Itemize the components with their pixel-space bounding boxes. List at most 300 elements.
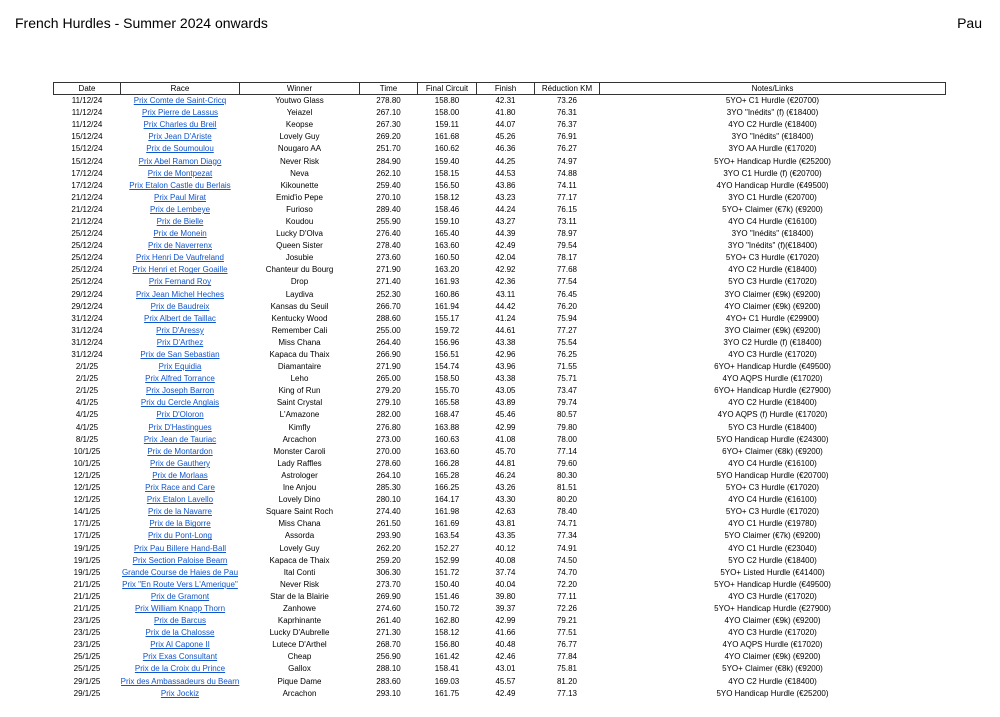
final-circuit-cell: 163.20	[434, 265, 460, 275]
time-cell: 270.00	[376, 446, 401, 456]
notes-cell: 4YO Handicap Hurdle (€49500)	[716, 180, 829, 190]
winner-cell: Kapaca de Thaix	[269, 555, 330, 565]
race-link[interactable]: Prix Comte de Saint-Cricq	[133, 96, 227, 106]
race-cell	[121, 180, 240, 192]
race-cell	[121, 276, 240, 288]
winner-cell: Assorda	[284, 531, 315, 541]
winner-cell: Monster Caroli	[273, 446, 326, 456]
final-circuit-cell: 160.86	[434, 289, 460, 299]
reduction-km-cell: 76.20	[556, 301, 578, 311]
time-cell: 273.60	[376, 253, 401, 263]
race-cell	[121, 651, 240, 663]
race-link[interactable]: Prix Al Capone II	[150, 640, 210, 650]
table-row	[54, 373, 946, 385]
race-link[interactable]: Prix D'Hastingues	[148, 422, 212, 432]
table-row	[54, 603, 946, 615]
final-circuit-cell: 160.63	[434, 434, 460, 444]
race-cell	[121, 603, 240, 615]
race-link[interactable]: Prix Charles du Breil	[143, 120, 217, 130]
notes-cell: 4YO C2 Hurdle (€18400)	[728, 265, 817, 275]
date-cell: 11/12/24	[71, 96, 103, 106]
race-link[interactable]: Prix Fernand Roy	[148, 277, 212, 287]
date-cell: 10/1/25	[73, 446, 101, 456]
winner-cell: Lady Raffles	[277, 458, 322, 468]
table-row	[54, 567, 946, 579]
finish-cell: 42.04	[495, 253, 516, 263]
finish-cell: 43.96	[495, 362, 516, 372]
race-cell	[121, 397, 240, 409]
finish-cell: 42.31	[495, 96, 516, 106]
table-row	[54, 155, 946, 167]
final-circuit-cell: 160.62	[434, 144, 460, 154]
date-cell: 21/1/25	[73, 603, 101, 613]
race-link[interactable]: Prix William Knapp Thorn	[134, 603, 226, 613]
table-row	[54, 422, 946, 434]
time-cell: 266.90	[376, 350, 401, 360]
race-cell	[121, 676, 240, 688]
table-row	[54, 458, 946, 470]
finish-cell: 40.08	[495, 555, 516, 565]
reduction-km-cell: 77.27	[556, 325, 578, 335]
race-cell	[121, 337, 240, 349]
race-link[interactable]: Prix Abel Ramon Diago	[138, 156, 222, 166]
finish-cell: 43.11	[495, 289, 516, 299]
notes-cell: 3YO "Inédits" (f)(€18400)	[727, 241, 818, 251]
race-link[interactable]: Prix Alfred Torrance	[145, 374, 215, 384]
final-circuit-cell: 156.96	[434, 337, 460, 347]
race-link[interactable]: Prix Exas Consultant	[142, 652, 218, 662]
reduction-km-cell: 76.45	[556, 289, 578, 299]
time-cell: 261.50	[376, 519, 401, 529]
finish-cell: 45.26	[495, 132, 516, 142]
finish-cell: 42.49	[495, 241, 516, 251]
notes-cell: 4YO C3 Hurdle (€17020)	[728, 350, 817, 360]
finish-cell: 43.30	[495, 495, 516, 505]
winner-cell: Kimfly	[288, 422, 311, 432]
race-link[interactable]: Grande Course de Haies de Pau	[121, 567, 239, 577]
notes-cell: 4YO AQPS Hurdle (€17020)	[722, 374, 823, 384]
reduction-km-cell: 74.71	[556, 519, 578, 529]
race-link[interactable]: Prix de Barcus	[153, 616, 207, 626]
race-link[interactable]: Prix D'Aressy	[156, 325, 204, 335]
final-circuit-cell: 158.12	[434, 628, 460, 638]
date-cell: 19/1/25	[73, 567, 101, 577]
time-cell: 261.40	[376, 616, 401, 626]
time-cell: 278.60	[376, 458, 401, 468]
final-circuit-cell: 164.17	[434, 495, 460, 505]
table-row	[54, 482, 946, 494]
finish-cell: 44.25	[495, 156, 516, 166]
date-cell: 17/1/25	[73, 531, 101, 541]
finish-cell: 44.42	[495, 301, 516, 311]
race-link[interactable]: Prix D'Arthez	[156, 337, 204, 347]
winner-cell: Saint Crystal	[276, 398, 323, 408]
date-cell: 12/1/25	[73, 470, 101, 480]
finish-cell: 44.81	[495, 458, 516, 468]
final-circuit-cell: 151.46	[434, 591, 460, 601]
race-link[interactable]: Prix de Montpezat	[147, 168, 213, 178]
date-cell: 2/1/25	[75, 374, 99, 384]
race-link[interactable]: Prix de Lembeye	[149, 204, 211, 214]
race-cell	[121, 168, 240, 180]
date-cell: 11/12/24	[71, 108, 103, 118]
finish-cell: 42.92	[495, 265, 516, 275]
race-link[interactable]: Prix de Montardon	[147, 446, 213, 456]
reduction-km-cell: 73.11	[557, 216, 577, 226]
final-circuit-cell: 155.17	[434, 313, 460, 323]
race-cell	[121, 385, 240, 397]
race-link[interactable]: Prix Pierre de Lassus	[141, 108, 219, 118]
notes-cell: 5YO+ Handicap Hurdle (€49500)	[714, 579, 831, 589]
final-circuit-cell: 159.11	[435, 120, 459, 130]
table-row	[54, 409, 946, 421]
notes-cell: 3YO C1 Hurdle (f) (€20700)	[723, 168, 822, 178]
race-cell	[121, 361, 240, 373]
race-link[interactable]: Prix du Pont-Long	[147, 531, 213, 541]
race-link[interactable]: Prix des Ambassadeurs du Bearn	[120, 676, 240, 686]
time-cell: 259.20	[376, 555, 401, 565]
finish-cell: 44.39	[495, 229, 516, 239]
date-cell: 23/1/25	[73, 616, 101, 626]
reduction-km-cell: 75.54	[556, 337, 578, 347]
race-link[interactable]: Prix de Soumoulou	[146, 144, 214, 154]
race-link[interactable]: Prix de la Navarre	[147, 507, 213, 517]
finish-cell: 43.26	[495, 483, 516, 493]
race-link[interactable]: Prix Jean D'Ariste	[148, 132, 212, 142]
race-cell	[121, 530, 240, 542]
time-cell: 278.80	[376, 96, 401, 106]
date-cell: 21/1/25	[73, 591, 101, 601]
col-header-finish: Finish	[477, 83, 535, 95]
time-cell: 265.00	[376, 374, 401, 384]
winner-cell: Youtwo Glass	[275, 96, 324, 106]
race-cell	[121, 349, 240, 361]
notes-cell: 5YO+ C1 Hurdle (€20700)	[725, 96, 820, 106]
time-cell: 259.40	[376, 180, 401, 190]
winner-cell: Chanteur du Bourg	[265, 265, 334, 275]
reduction-km-cell: 79.21	[556, 616, 578, 626]
notes-cell: 4YO AQPS (f) Hurdle (€17020)	[717, 410, 828, 420]
final-circuit-cell: 165.40	[434, 229, 460, 239]
reduction-km-cell: 76.25	[556, 350, 578, 360]
winner-cell: Gallox	[288, 664, 311, 674]
winner-cell: Miss Chana	[278, 337, 321, 347]
notes-cell: 4YO C2 Hurdle (€18400)	[728, 120, 817, 130]
race-cell	[121, 591, 240, 603]
table-row	[54, 663, 946, 675]
race-cell	[121, 579, 240, 591]
winner-cell: Never Risk	[279, 156, 320, 166]
notes-cell: 5YO+ Handicap Hurdle (€25200)	[714, 156, 831, 166]
race-link[interactable]: Prix du Cercle Anglais	[140, 398, 220, 408]
final-circuit-cell: 155.70	[434, 386, 460, 396]
winner-cell: Pique Dame	[277, 676, 322, 686]
date-cell: 31/12/24	[71, 337, 103, 347]
race-cell	[121, 422, 240, 434]
notes-cell: 5YO+ C3 Hurdle (€17020)	[725, 507, 820, 517]
race-link[interactable]: Prix de Baudreix	[150, 301, 210, 311]
date-cell: 17/12/24	[71, 168, 103, 178]
table-row	[54, 530, 946, 542]
race-link[interactable]: Prix "En Route Vers L'Amerique"	[122, 579, 238, 589]
winner-cell: Josubie	[285, 253, 314, 263]
time-cell: 256.90	[376, 652, 401, 662]
race-cell	[121, 458, 240, 470]
final-circuit-cell: 161.93	[434, 277, 460, 287]
finish-cell: 42.96	[495, 350, 516, 360]
reduction-km-cell: 78.00	[556, 434, 578, 444]
race-link[interactable]: Prix Etalon Castle du Berlais	[129, 180, 231, 190]
results-table	[53, 82, 946, 700]
race-cell	[121, 216, 240, 228]
race-link[interactable]: Prix Jean de Tauriac	[143, 434, 217, 444]
date-cell: 2/1/25	[75, 386, 99, 396]
final-circuit-cell: 158.80	[434, 96, 460, 106]
race-link[interactable]: Prix de San Sebastian	[140, 350, 220, 360]
race-link[interactable]: Prix Jockiz	[160, 688, 200, 698]
finish-cell: 41.08	[495, 434, 516, 444]
final-circuit-cell: 152.27	[434, 543, 460, 553]
race-link[interactable]: Prix Joseph Barron	[145, 386, 215, 396]
time-cell: 283.60	[376, 676, 401, 686]
finish-cell: 43.38	[495, 374, 516, 384]
race-link[interactable]: Prix Henri et Roger Goaille	[132, 265, 228, 275]
date-cell: 4/1/25	[75, 422, 99, 432]
time-cell: 288.10	[376, 664, 401, 674]
reduction-km-cell: 76.27	[556, 144, 578, 154]
race-cell	[121, 470, 240, 482]
winner-cell: Emid'io Pepe	[276, 192, 323, 202]
reduction-km-cell: 71.55	[556, 362, 578, 372]
winner-cell: Lucky D'Olva	[276, 229, 323, 239]
final-circuit-cell: 169.03	[434, 676, 460, 686]
race-cell	[121, 482, 240, 494]
table-row	[54, 349, 946, 361]
finish-cell: 41.80	[495, 108, 516, 118]
race-cell	[121, 131, 240, 143]
final-circuit-cell: 150.40	[434, 579, 460, 589]
time-cell: 288.60	[376, 313, 401, 323]
race-link[interactable]: Prix de la Croix du Prince	[134, 664, 226, 674]
notes-cell: 3YO C2 Hurdle (f) (€18400)	[723, 337, 822, 347]
table-row	[54, 494, 946, 506]
notes-cell: 5YO C3 Hurdle (€18400)	[728, 422, 817, 432]
finish-cell: 42.46	[495, 652, 516, 662]
reduction-km-cell: 77.14	[556, 446, 578, 456]
date-cell: 15/12/24	[71, 144, 103, 154]
race-link[interactable]: Prix de Bielle	[156, 216, 204, 226]
winner-cell: Arcachon	[282, 688, 317, 698]
time-cell: 276.40	[376, 229, 401, 239]
finish-cell: 40.04	[495, 579, 516, 589]
date-cell: 12/1/25	[73, 495, 101, 505]
race-link[interactable]: Prix Paul Mirat	[153, 192, 206, 202]
reduction-km-cell: 73.47	[556, 386, 578, 396]
table-row	[54, 337, 946, 349]
race-link[interactable]: Prix de Gauthery	[149, 458, 211, 468]
race-link[interactable]: Prix Race and Care	[145, 483, 215, 493]
race-link[interactable]: Prix de la Chalosse	[145, 628, 215, 638]
col-header-reduction-km: Réduction KM	[535, 83, 600, 95]
race-cell	[121, 228, 240, 240]
reduction-km-cell: 75.81	[556, 664, 578, 674]
time-cell: 276.80	[376, 422, 401, 432]
race-link[interactable]: Prix D'Oloron	[156, 410, 204, 420]
winner-cell: Cheap	[287, 652, 312, 662]
final-circuit-cell: 162.80	[434, 616, 460, 626]
table-row	[54, 542, 946, 554]
winner-cell: Furioso	[286, 204, 313, 214]
time-cell: 269.20	[376, 132, 401, 142]
time-cell: 255.00	[376, 325, 401, 335]
notes-cell: 4YO+ C1 Hurdle (€29900)	[725, 313, 820, 323]
final-circuit-cell: 158.12	[434, 192, 460, 202]
page-title: French Hurdles - Summer 2024 onwards	[15, 15, 268, 31]
date-cell: 19/1/25	[73, 543, 101, 553]
winner-cell: Kansas du Seuil	[270, 301, 329, 311]
notes-cell: 3YO AA Hurdle (€17020)	[728, 144, 817, 154]
time-cell: 279.20	[376, 386, 401, 396]
finish-cell: 40.12	[495, 543, 516, 553]
notes-cell: 4YO Claimer (€9k) (€9200)	[724, 652, 821, 662]
date-cell: 4/1/25	[75, 398, 99, 408]
race-cell	[121, 373, 240, 385]
date-cell: 2/1/25	[75, 362, 99, 372]
finish-cell: 41.66	[495, 628, 516, 638]
finish-cell: 41.24	[495, 313, 516, 323]
final-circuit-cell: 166.25	[434, 483, 460, 493]
race-cell	[121, 264, 240, 276]
date-cell: 12/1/25	[73, 483, 101, 493]
race-cell	[121, 240, 240, 252]
notes-cell: 5YO Handicap Hurdle (€25200)	[716, 688, 829, 698]
winner-cell: Lutece D'Arthel	[272, 640, 327, 650]
winner-cell: Lovely Dino	[278, 495, 321, 505]
race-link[interactable]: Prix Equidia	[158, 362, 202, 372]
reduction-km-cell: 75.94	[556, 313, 578, 323]
final-circuit-cell: 150.72	[434, 603, 460, 613]
finish-cell: 43.23	[495, 192, 516, 202]
race-link[interactable]: Prix de Monein	[153, 229, 207, 239]
race-link[interactable]: Prix Albert de Taillac	[144, 313, 216, 323]
notes-cell: 6YO+ Claimer (€8k) (€9200)	[722, 446, 823, 456]
finish-cell: 43.81	[495, 519, 516, 529]
reduction-km-cell: 78.17	[556, 253, 578, 263]
race-cell	[121, 289, 240, 301]
race-cell	[121, 434, 240, 446]
race-cell	[121, 688, 240, 700]
reduction-km-cell: 79.74	[556, 398, 578, 408]
winner-cell: Kaprhinante	[277, 616, 322, 626]
race-link[interactable]: Prix Henri De Vaufreland	[136, 253, 224, 263]
race-cell	[121, 313, 240, 325]
finish-cell: 43.35	[495, 531, 516, 541]
date-cell: 10/1/25	[73, 458, 101, 468]
winner-cell: Diamantaire	[277, 362, 322, 372]
notes-cell: 4YO C4 Hurdle (€16100)	[728, 458, 817, 468]
date-cell: 25/12/24	[71, 265, 103, 275]
winner-cell: Remember Cali	[271, 325, 328, 335]
reduction-km-cell: 77.54	[556, 277, 578, 287]
final-circuit-cell: 158.41	[434, 664, 460, 674]
race-link[interactable]: Prix de la Bigorre	[149, 519, 211, 529]
final-circuit-cell: 159.10	[434, 216, 460, 226]
final-circuit-cell: 161.68	[434, 132, 460, 142]
race-link[interactable]: Prix Etalon Lavello	[146, 495, 214, 505]
notes-cell: 4YO Claimer (€9k) (€9200)	[724, 301, 821, 311]
results-body	[54, 95, 946, 700]
venue-label: Pau	[957, 15, 982, 31]
table-row	[54, 204, 946, 216]
time-cell: 282.00	[376, 410, 401, 420]
winner-cell: Kentucky Wood	[271, 313, 328, 323]
date-cell: 29/12/24	[71, 301, 103, 311]
notes-cell: 4YO Claimer (€9k) (€9200)	[724, 616, 821, 626]
final-circuit-cell: 168.47	[434, 410, 460, 420]
reduction-km-cell: 74.97	[556, 156, 578, 166]
race-cell	[121, 518, 240, 530]
notes-cell: 4YO C2 Hurdle (€18400)	[728, 676, 817, 686]
race-link[interactable]: Prix de Naverrenx	[147, 241, 213, 251]
race-cell	[121, 301, 240, 313]
finish-cell: 45.70	[495, 446, 516, 456]
date-cell: 8/1/25	[75, 434, 99, 444]
reduction-km-cell: 79.80	[556, 422, 578, 432]
date-cell: 25/12/24	[71, 253, 103, 263]
final-circuit-cell: 166.28	[434, 458, 460, 468]
race-cell	[121, 192, 240, 204]
final-circuit-cell: 163.88	[434, 422, 460, 432]
table-row	[54, 361, 946, 373]
time-cell: 271.90	[376, 362, 401, 372]
table-row	[54, 615, 946, 627]
date-cell: 25/12/24	[71, 241, 103, 251]
race-link[interactable]: Prix de Morlaas	[152, 470, 208, 480]
notes-cell: 5YO+ Handicap Hurdle (€27900)	[714, 603, 831, 613]
race-link[interactable]: Prix Pau Billere Hand-Ball	[133, 543, 227, 553]
final-circuit-cell: 156.51	[434, 350, 460, 360]
table-row	[54, 119, 946, 131]
race-cell	[121, 107, 240, 119]
date-cell: 21/1/25	[73, 579, 101, 589]
race-link[interactable]: Prix Section Paloise Bearn	[132, 555, 228, 565]
notes-cell: 3YO Claimer (€9k) (€9200)	[724, 325, 821, 335]
final-circuit-cell: 159.40	[434, 156, 460, 166]
time-cell: 284.90	[376, 156, 401, 166]
table-row	[54, 276, 946, 288]
table-row	[54, 591, 946, 603]
table-row	[54, 228, 946, 240]
winner-cell: L'Amazone	[279, 410, 320, 420]
notes-cell: 4YO C4 Hurdle (€16100)	[728, 216, 817, 226]
race-link[interactable]: Prix Jean Michel Heches	[135, 289, 225, 299]
winner-cell: Drop	[290, 277, 309, 287]
reduction-km-cell: 74.91	[556, 543, 578, 553]
notes-cell: 3YO "Inédits" (f) (€18400)	[726, 108, 819, 118]
final-circuit-cell: 156.80	[434, 640, 460, 650]
date-cell: 31/12/24	[71, 325, 103, 335]
finish-cell: 43.89	[495, 398, 516, 408]
date-cell: 29/1/25	[73, 688, 101, 698]
time-cell: 267.10	[376, 108, 401, 118]
winner-cell: Lucky D'Aubrelle	[269, 628, 330, 638]
race-link[interactable]: Prix de Gramont	[150, 591, 210, 601]
notes-cell: 4YO AQPS Hurdle (€17020)	[722, 640, 823, 650]
finish-cell: 46.36	[495, 144, 516, 154]
winner-cell: Arcachon	[282, 434, 317, 444]
finish-cell: 44.07	[495, 120, 516, 130]
time-cell: 264.10	[376, 470, 401, 480]
